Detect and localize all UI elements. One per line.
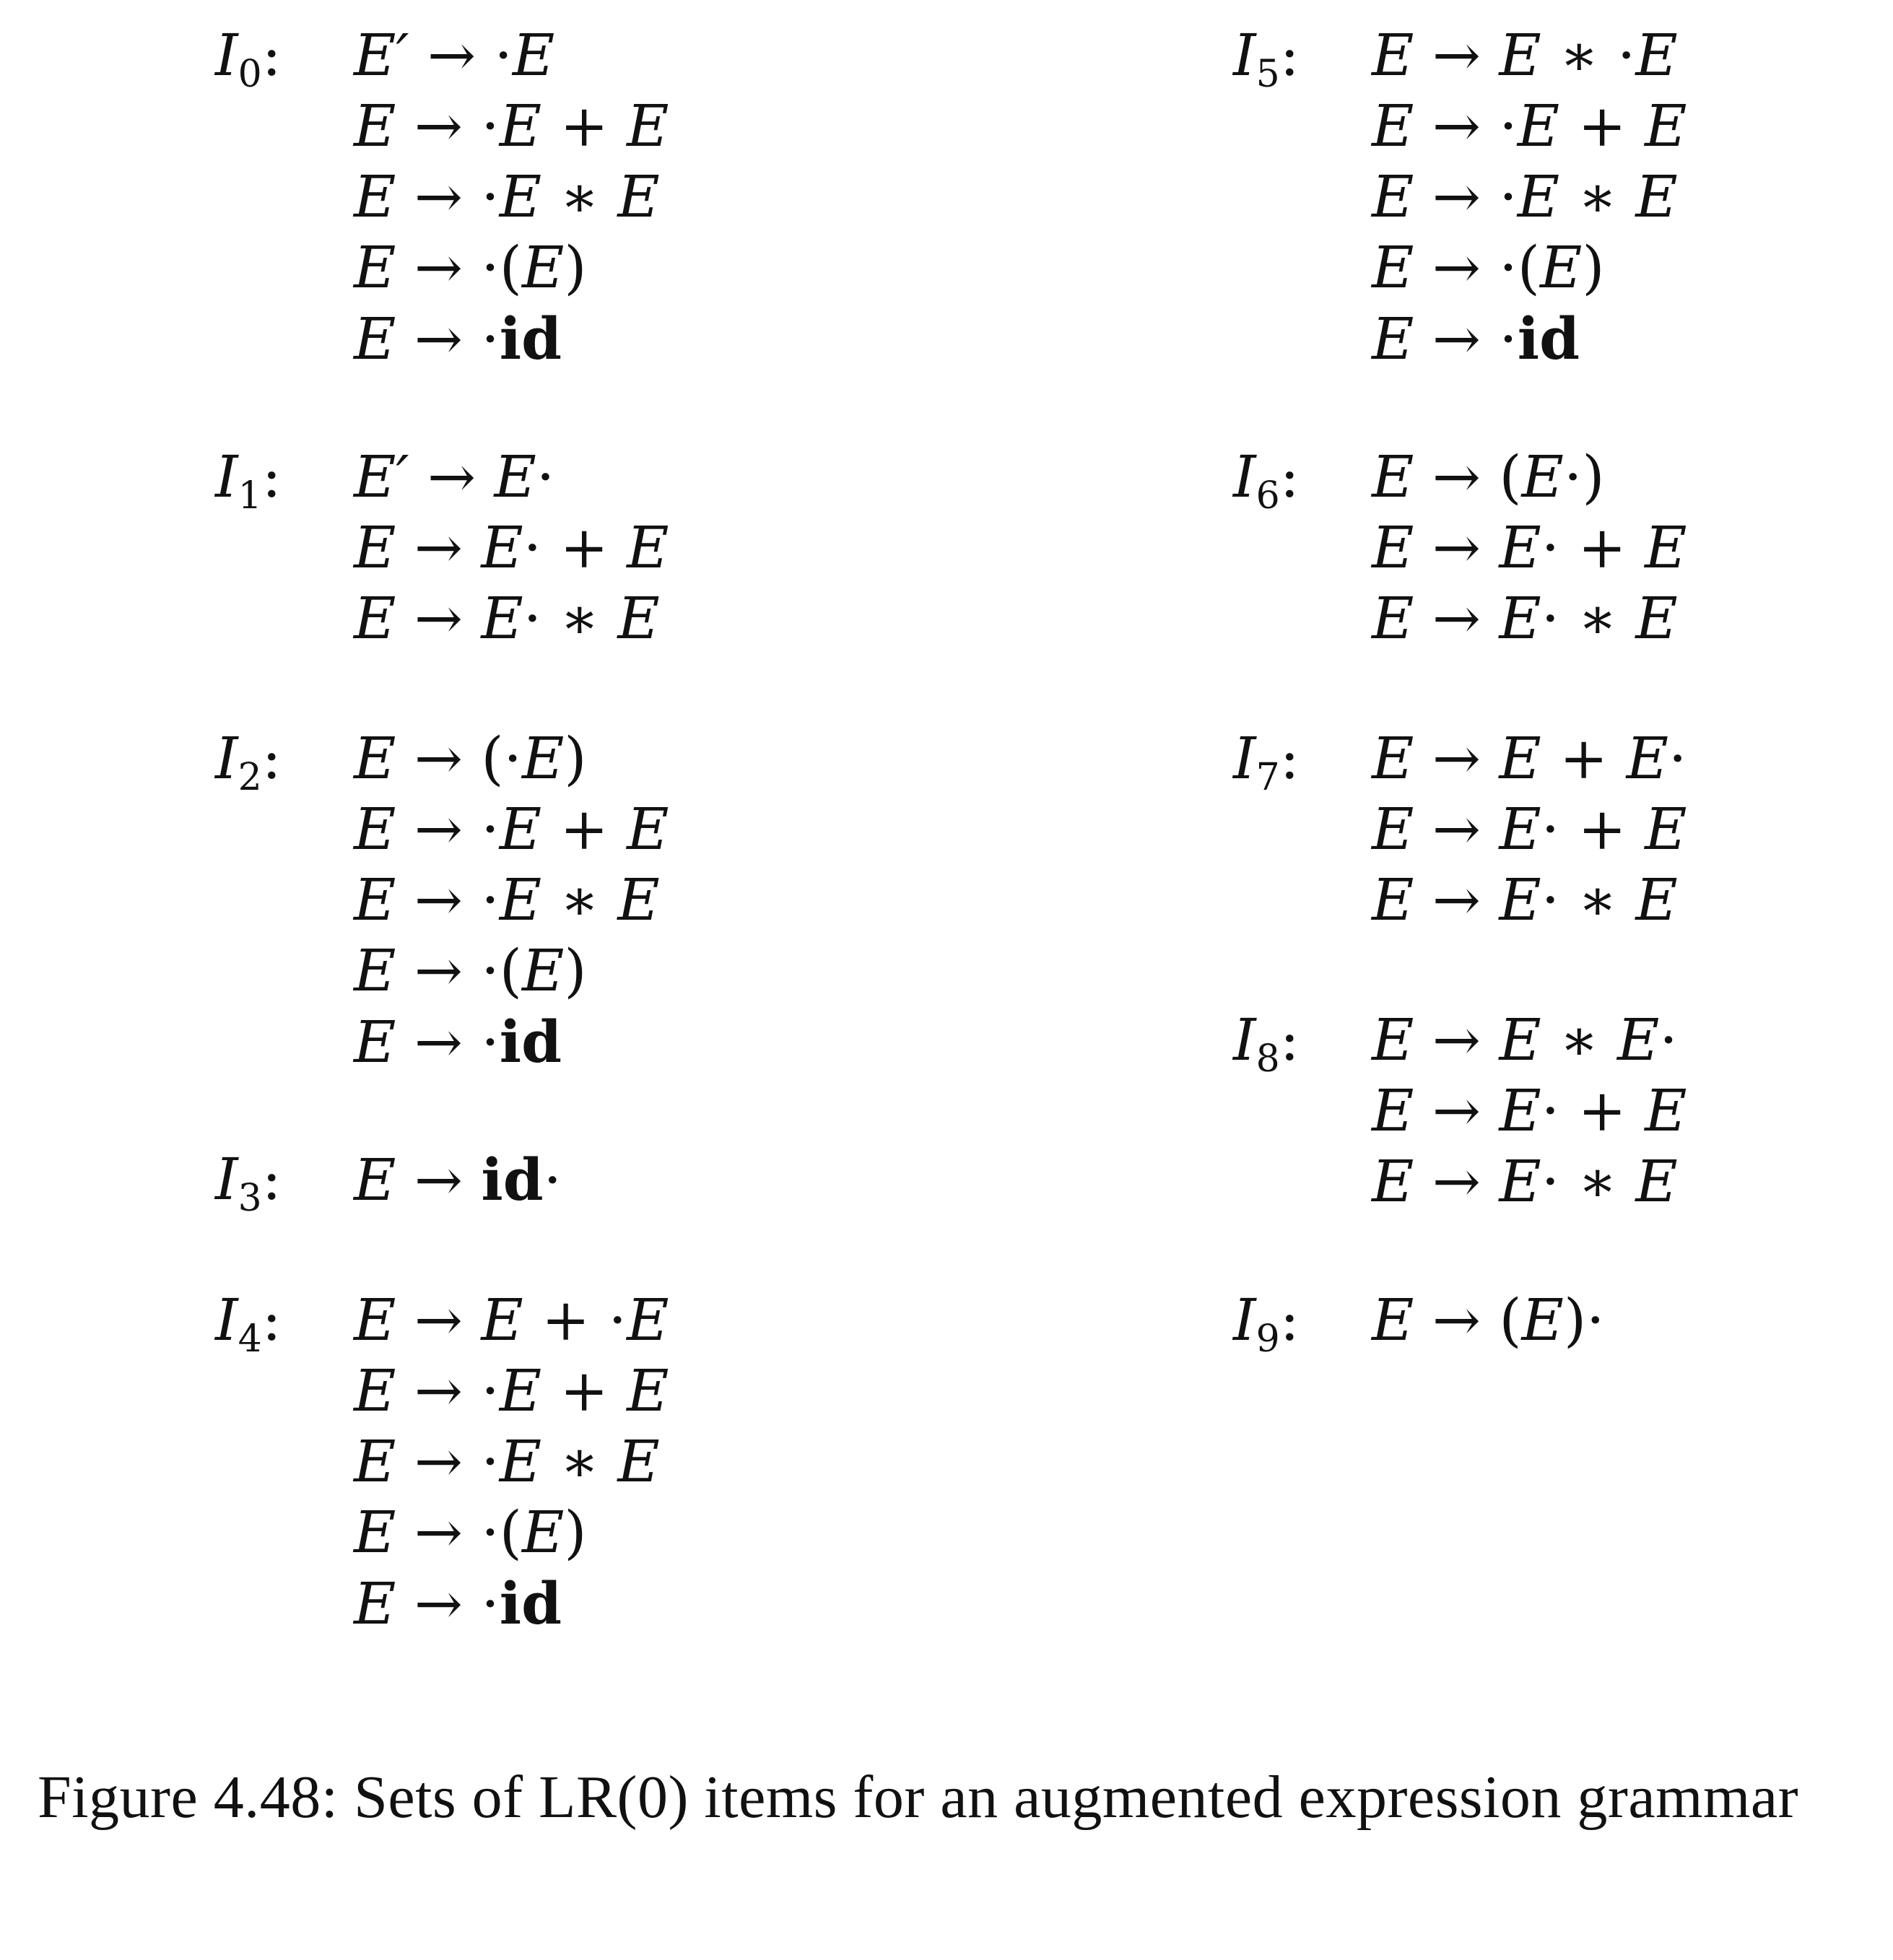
- set-index: 1: [238, 474, 262, 518]
- item-list: [1372, 1005, 1687, 1217]
- set-index: 8: [1256, 1037, 1280, 1081]
- lr0-item: E → E· + E: [354, 514, 669, 581]
- lr0-item: E → ·(E): [354, 937, 587, 1004]
- item-set-label: $I_1$:: [215, 443, 282, 518]
- lr0-item: E → E· + E: [1372, 796, 1687, 863]
- lr0-item: E → (E)·: [1372, 1286, 1605, 1354]
- item-set-label: $I_6$:: [1233, 443, 1300, 518]
- item-set-label: $I_9$:: [1233, 1286, 1300, 1361]
- item-list: [1372, 442, 1687, 654]
- item-list: [354, 1285, 669, 1639]
- item-set-label: $I_0$:: [215, 22, 282, 96]
- lr0-item: E → E ∗ E·: [1372, 1006, 1678, 1073]
- lr0-item: E → (·E): [354, 725, 587, 792]
- item-set-label: $I_3$:: [215, 1146, 282, 1220]
- item-set-label: $I_5$:: [1233, 22, 1300, 96]
- item-set-label: $I_4$:: [215, 1286, 282, 1361]
- lr0-item: E → E + ·E: [354, 1286, 669, 1354]
- item-list: [354, 723, 669, 1077]
- lr0-item: E → E· + E: [1372, 514, 1687, 581]
- lr0-item: E → ·(E): [354, 1499, 587, 1566]
- lr0-item: E → ·E + E: [354, 92, 669, 160]
- set-index: 7: [1256, 756, 1280, 799]
- item-list: [1372, 723, 1687, 936]
- lr0-item: E → (E·): [1372, 443, 1605, 510]
- item-list: [1372, 1285, 1605, 1356]
- set-index: 0: [238, 53, 262, 96]
- set-name: I: [215, 725, 238, 792]
- lr0-item: E → ·(E): [1372, 234, 1605, 301]
- lr0-item: E → ·E + E: [1372, 92, 1687, 160]
- item-set-label: $I_8$:: [1233, 1006, 1300, 1081]
- item-list: [1372, 20, 1687, 374]
- set-index: 6: [1256, 474, 1280, 518]
- lr0-item: E → E + E·: [1372, 725, 1687, 792]
- lr0-item: E → E· ∗ E: [1372, 866, 1678, 933]
- set-index: 9: [1256, 1317, 1280, 1361]
- set-index: 4: [238, 1317, 262, 1361]
- lr0-item: E′ → ·E: [354, 22, 555, 89]
- lr0-item: E → ·id: [354, 305, 562, 373]
- lr0-item: E → ·E + E: [354, 1357, 669, 1424]
- set-name: I: [215, 1146, 238, 1213]
- lr0-item: E → E· + E: [1372, 1077, 1687, 1144]
- lr0-item: E → E· ∗ E: [1372, 585, 1678, 652]
- lr0-item: E → ·E ∗ E: [354, 1428, 660, 1495]
- set-name: I: [215, 443, 238, 510]
- lr0-item: E → E· ∗ E: [1372, 1148, 1678, 1215]
- lr0-item: E → ·E ∗ E: [354, 163, 660, 230]
- lr0-item: E → ·id: [354, 1569, 562, 1637]
- set-index: 2: [238, 756, 262, 799]
- lr0-item: E → ·E ∗ E: [1372, 163, 1678, 230]
- lr0-item: E → ·id: [354, 1008, 562, 1076]
- set-name: I: [215, 22, 238, 89]
- set-name: I: [1233, 725, 1256, 792]
- item-list: [354, 442, 669, 654]
- set-index: 5: [1256, 53, 1280, 96]
- figure-caption: Figure 4.48: Sets of LR(0) items for an augmented expression grammar: [38, 1764, 1799, 1831]
- set-name: I: [1233, 22, 1256, 89]
- lr0-item: E → id·: [354, 1146, 562, 1214]
- item-set-label: $I_7$:: [1233, 725, 1300, 799]
- lr0-item: E → ·id: [1372, 305, 1580, 373]
- lr0-item: E′ → E·: [354, 443, 555, 510]
- item-set-label: $I_2$:: [215, 725, 282, 799]
- set-index: 3: [238, 1177, 262, 1220]
- lr0-item: E → E· ∗ E: [354, 585, 660, 652]
- set-name: I: [1233, 1006, 1256, 1073]
- set-name: I: [1233, 443, 1256, 510]
- lr0-item: E → E ∗ ·E: [1372, 22, 1678, 89]
- set-name: I: [215, 1286, 238, 1354]
- item-list: [354, 1144, 562, 1215]
- item-list: [354, 20, 669, 374]
- set-name: I: [1233, 1286, 1256, 1354]
- lr0-item: E → ·E ∗ E: [354, 866, 660, 933]
- lr0-item: E → ·(E): [354, 234, 587, 301]
- lr0-item: E → ·E + E: [354, 796, 669, 863]
